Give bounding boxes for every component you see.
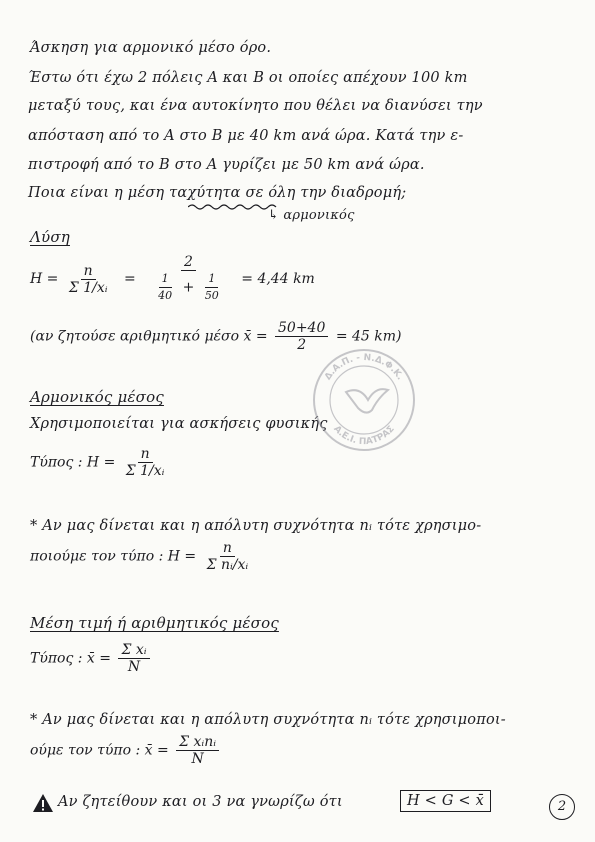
page-number: 2 bbox=[549, 794, 575, 820]
inequality-box: H < G < x̄ bbox=[400, 790, 491, 812]
substituted-fraction bbox=[149, 254, 228, 304]
sub-numerator: 1 bbox=[159, 271, 172, 288]
sub-numerator: 1 bbox=[205, 271, 218, 288]
harmonic-heading: Αρμονικός μέσος bbox=[30, 388, 164, 406]
harmonic-note: ↳ αρμονικός bbox=[268, 208, 355, 223]
exercise-title: Άσκηση για αρμονικό μέσο όρο. bbox=[30, 40, 272, 56]
solution-result: = 4,44 km bbox=[241, 271, 315, 287]
formula-numerator: n bbox=[220, 540, 235, 557]
sub-denominator: 50 bbox=[204, 289, 219, 302]
arithmetic-numerator: 50+40 bbox=[275, 320, 328, 337]
formula-numerator: Σ xᵢnᵢ bbox=[176, 734, 219, 751]
arithmetic-result: = 45 km) bbox=[335, 328, 402, 345]
formula-label: ούμε τον τύπο : x̄ = bbox=[30, 742, 169, 759]
formula-label: Τύπος : H = bbox=[30, 454, 116, 471]
arithmetic-denominator: 2 bbox=[297, 337, 307, 353]
formula-label: ποιούμε τον τύπο : H = bbox=[30, 548, 197, 565]
mean-formula bbox=[30, 642, 153, 675]
sub-denominator: 40 bbox=[158, 289, 173, 302]
problem-line-4: πιστροφή από το Β στο Α γυρίζει με 50 km ανά ώρα. bbox=[28, 157, 425, 173]
formula-denominator: N bbox=[127, 659, 141, 675]
problem-line-1: Έστω ότι έχω 2 πόλεις Α και Β οι οποίες απέχουν 100 km bbox=[28, 70, 468, 86]
formula-numerator: n bbox=[138, 446, 153, 463]
harmonic-frequency-note-1: * Αν μας δίνεται και η απόλυτη συχνότητα nᵢ τότε χρησιμο- bbox=[30, 518, 482, 534]
fraction-denominator: $\frac{1}{40}$ + $\frac{1}{50}$ bbox=[149, 271, 228, 304]
problem-line-2: μεταξύ τους, και ένα αυτοκίνητο που θέλει να διανύσει την bbox=[28, 98, 483, 114]
stamp-seal-icon bbox=[310, 346, 418, 454]
mean-frequency-formula bbox=[30, 734, 222, 767]
problem-line-5: Ποια είναι η μέση ταχύτητα σε όλη την διαδρομή; bbox=[28, 185, 407, 201]
problem-line-3: απόσταση από το Α στο Β με 40 km ανά ώρα. Κατά την ε- bbox=[28, 128, 464, 144]
fraction-denominator: Σ 1/xᵢ bbox=[68, 279, 108, 296]
formula-denominator: Σ nᵢ/xᵢ bbox=[206, 557, 249, 573]
mean-heading: Μέση τιμή ή αριθμητικός μέσος bbox=[30, 614, 279, 632]
wavy-underline-icon bbox=[188, 203, 280, 211]
solution-formula: H = $\frac{n}{\text{Σ 1/xᵢ}}$ = 2 $\frac{1}{40}$ + $\frac{1}{50}$ = 4,44 km bbox=[30, 254, 315, 302]
stamp-top-text: Δ.Α.Π. - Ν.Δ.Φ.Κ. bbox=[323, 352, 405, 383]
harmonic-usage: Χρησιμοποιείται για ασκήσεις φυσικής bbox=[30, 416, 328, 432]
formula-denominator: N bbox=[191, 751, 204, 767]
warning-icon bbox=[32, 793, 54, 813]
solution-heading: Λύση bbox=[30, 228, 70, 246]
mean-frequency-note-1: * Αν μας δίνεται και η απόλυτη συχνότητα nᵢ τότε χρησιμοποι- bbox=[30, 712, 506, 728]
arithmetic-text: (αν ζητούσε αριθμητικό μέσο x̄ = bbox=[30, 328, 268, 345]
formula-denominator: Σ 1/xᵢ bbox=[125, 463, 165, 479]
formula-label: Τύπος : x̄ = bbox=[30, 650, 112, 667]
harmonic-formula bbox=[30, 446, 170, 479]
harmonic-frequency-formula bbox=[30, 540, 254, 573]
svg-text:Δ.Α.Π. - Ν.Δ.Φ.Κ. bbox=[323, 353, 405, 382]
stamp-bottom-text: Α.Ε.Ι. ΠΑΤΡΑΣ bbox=[331, 424, 397, 448]
fraction-numerator: 2 bbox=[181, 254, 196, 271]
footer-text: Αν ζητείθουν και οι 3 να γνωρίζω ότι bbox=[58, 794, 343, 810]
fraction-numerator: n bbox=[81, 263, 96, 280]
h-symbol: H = bbox=[30, 271, 59, 287]
formula-numerator: Σ xᵢ bbox=[118, 642, 149, 659]
harmonic-fraction bbox=[66, 263, 111, 296]
